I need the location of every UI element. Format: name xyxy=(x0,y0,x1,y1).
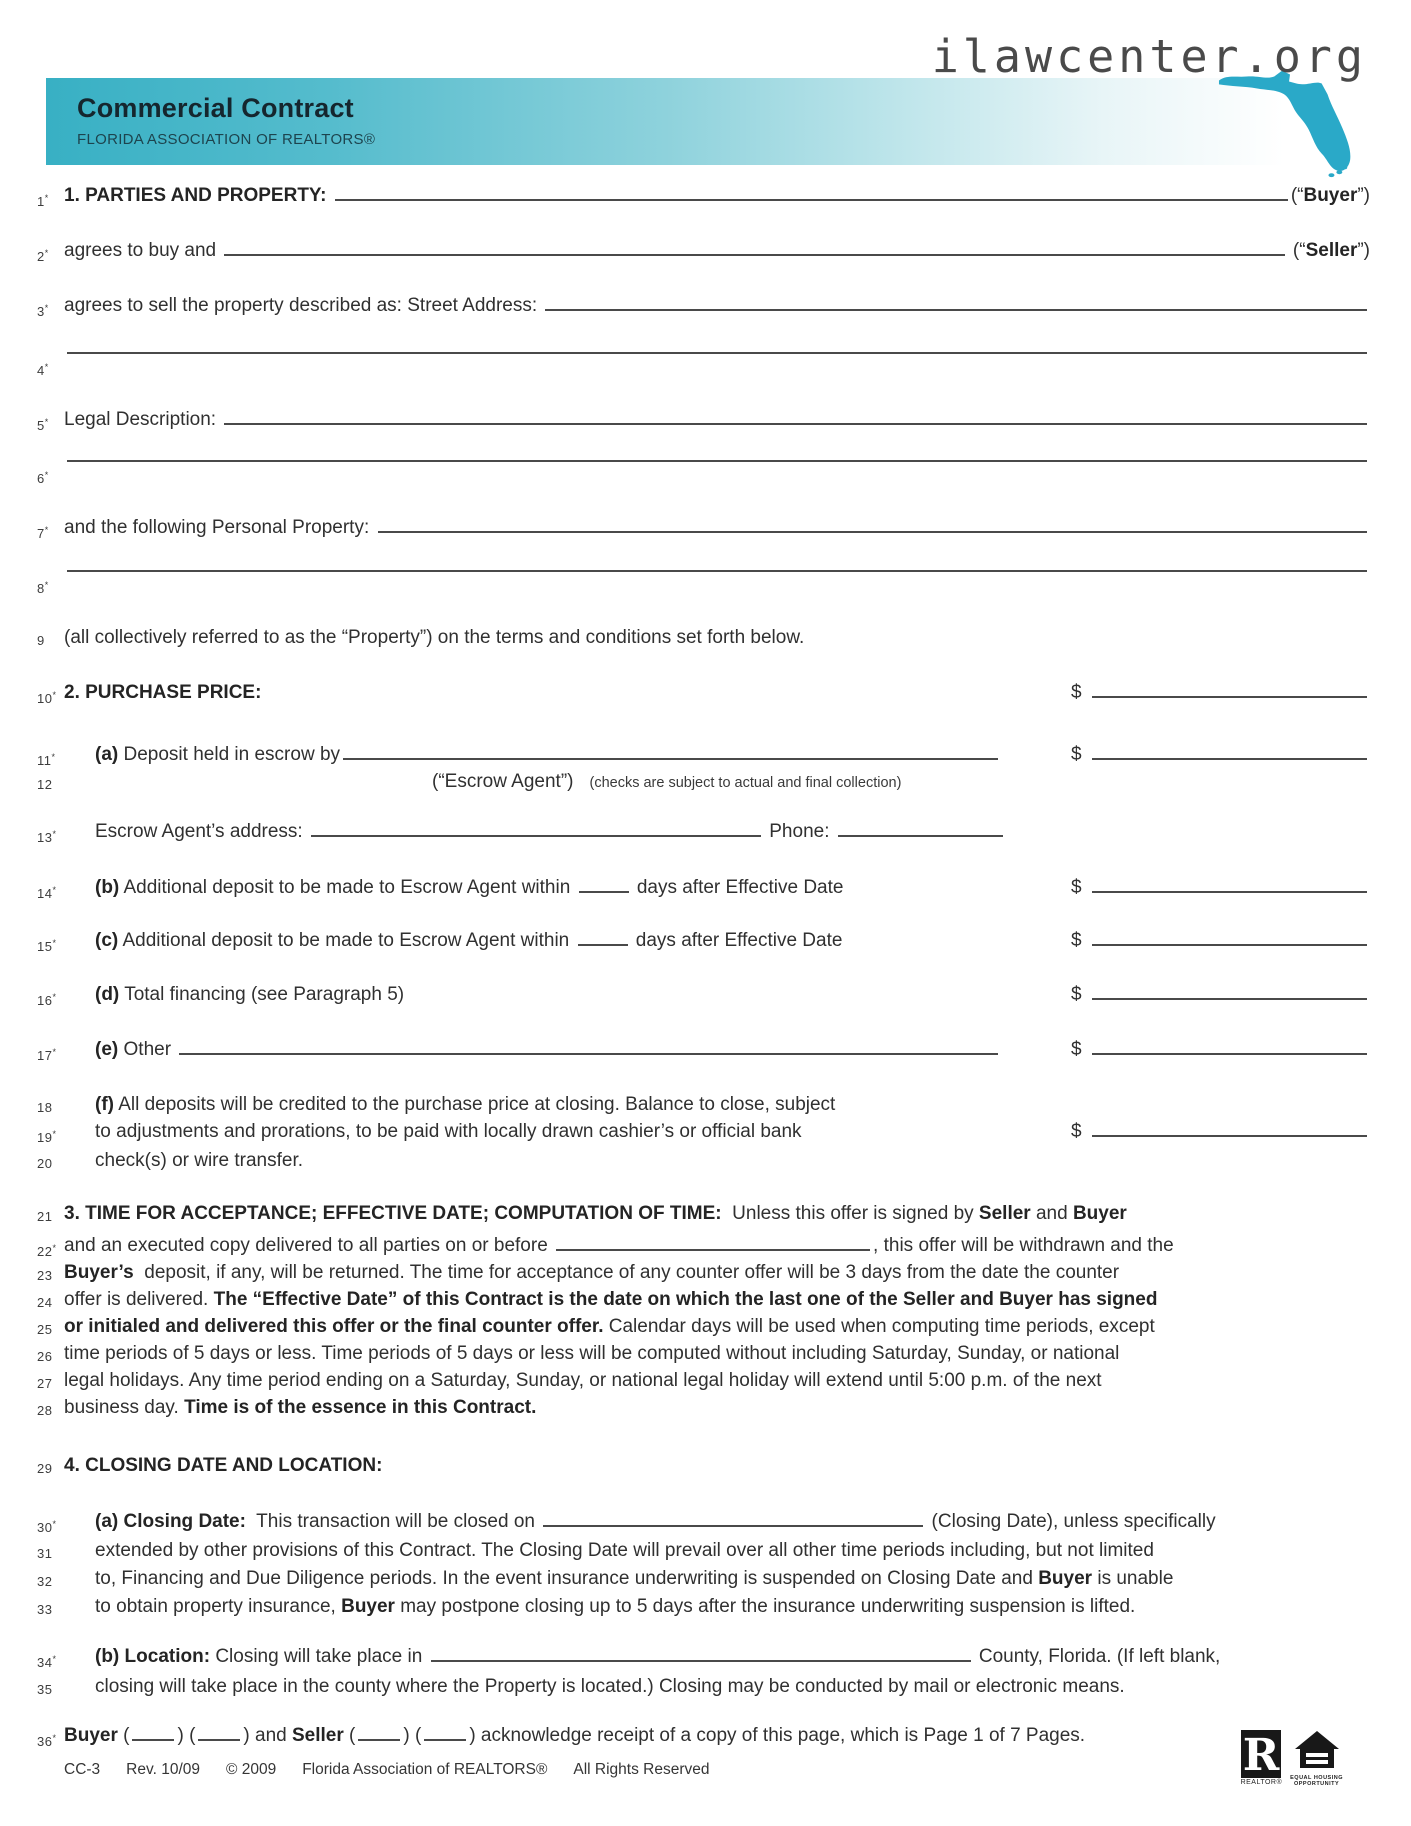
form-line xyxy=(37,1565,1370,1592)
dollar-sign: $ xyxy=(1071,930,1082,951)
blank-field[interactable] xyxy=(431,1659,971,1662)
line-content xyxy=(64,768,1370,797)
form-line xyxy=(37,1367,1370,1394)
form-line xyxy=(37,1643,1370,1670)
form-line xyxy=(37,1232,1370,1259)
blank-field[interactable] xyxy=(179,1052,998,1055)
fill-in-asterisk: * xyxy=(51,752,56,762)
blank-field[interactable] xyxy=(67,459,1367,462)
line-number: 31 xyxy=(37,1546,53,1561)
line-content xyxy=(64,1259,1370,1286)
form-line xyxy=(37,818,1370,845)
line-content xyxy=(95,1593,1370,1620)
blank-field[interactable] xyxy=(579,890,629,893)
line-number: 4* xyxy=(37,362,49,378)
line-content xyxy=(95,818,1370,845)
dollar-sign: $ xyxy=(1071,984,1082,1005)
fill-in-asterisk: * xyxy=(52,1243,57,1253)
realtor-logo xyxy=(1241,1730,1283,1786)
line-number: 20 xyxy=(37,1156,53,1171)
line-content xyxy=(95,1537,1370,1564)
line-content xyxy=(64,1232,1370,1259)
dollar-sign: $ xyxy=(1071,682,1082,703)
line-content xyxy=(95,1508,1370,1535)
line-content xyxy=(95,1643,1370,1670)
equal-housing-logo xyxy=(1290,1730,1343,1787)
line-number: 30* xyxy=(37,1519,57,1535)
line-number: 10* xyxy=(37,690,57,706)
rights-reserved: All Rights Reserved xyxy=(573,1761,710,1778)
document-title: Commercial Contract xyxy=(77,93,354,123)
line-content xyxy=(95,927,1001,954)
text-bold: 4. CLOSING DATE AND LOCATION: xyxy=(64,1455,383,1476)
amount-blank-field[interactable] xyxy=(1092,1052,1367,1055)
form-line xyxy=(37,1452,1370,1479)
text: , this offer will be withdrawn and the xyxy=(873,1235,1174,1256)
line-number: 33 xyxy=(37,1602,53,1617)
text: Calendar days will be used when computing time periods, except xyxy=(603,1316,1155,1337)
text: Unless this offer is signed by xyxy=(726,1203,979,1224)
amount-blank-field[interactable] xyxy=(1092,695,1367,698)
blank-field[interactable] xyxy=(224,422,1367,425)
text: check(s) or wire transfer. xyxy=(95,1150,303,1171)
text: ”) xyxy=(1357,240,1370,261)
text: ( xyxy=(343,1725,356,1746)
fill-in-asterisk: * xyxy=(52,829,57,839)
text: (“Escrow Agent”) xyxy=(432,771,574,792)
text-bold: Buyer xyxy=(341,1596,395,1617)
blank-field[interactable] xyxy=(556,1248,870,1251)
text: Escrow Agent’s address: xyxy=(95,821,308,842)
text: and an executed copy delivered to all parties on or before xyxy=(64,1235,554,1256)
form-line xyxy=(37,981,1370,1008)
text: closing will take place in the county where the Property is located.) Closing may be conducted by mail or electronic means. xyxy=(95,1676,1125,1697)
text: ) ( xyxy=(403,1725,422,1746)
blank-field[interactable] xyxy=(335,198,1288,201)
association-credit: Florida Association of REALTORS® xyxy=(302,1761,548,1778)
text-bold: Buyer xyxy=(1072,1203,1127,1224)
text-bold: Buyer xyxy=(64,1725,118,1746)
line-number: 19* xyxy=(37,1129,57,1145)
dollar-sign: $ xyxy=(1071,744,1082,765)
form-line xyxy=(37,1508,1370,1535)
amount-column xyxy=(1001,1118,1370,1145)
text: is unable xyxy=(1092,1568,1174,1589)
form-line xyxy=(37,1722,1370,1749)
text-bold: Time is of the essence in this Contract. xyxy=(184,1397,537,1418)
line-number: 36* xyxy=(37,1733,57,1749)
fill-in-asterisk: * xyxy=(52,1047,57,1057)
line-content xyxy=(64,237,1370,264)
form-line xyxy=(37,1593,1370,1620)
text: days after Effective Date xyxy=(630,930,843,951)
form-line xyxy=(37,1313,1370,1340)
form-line xyxy=(37,768,1370,795)
line-content xyxy=(64,1200,1370,1227)
line-content xyxy=(64,1394,1370,1421)
text: legal holidays. Any time period ending on a Saturday, Sunday, or national legal holiday will extend until 5:00 p.m. of the next xyxy=(64,1370,1102,1391)
line-content xyxy=(95,874,1001,901)
fill-in-asterisk: * xyxy=(52,885,57,895)
line-number: 18 xyxy=(37,1100,53,1115)
blank-field[interactable] xyxy=(132,1738,174,1741)
equal-housing-caption: EQUAL HOUSING OPPORTUNITY xyxy=(1290,1775,1343,1787)
text-bold: or initialed and delivered this offer or the final counter offer. xyxy=(64,1316,604,1337)
line-number: 12 xyxy=(37,777,53,792)
text: to obtain property insurance, xyxy=(95,1596,342,1617)
form-line xyxy=(37,1147,1370,1174)
form-line xyxy=(37,1340,1370,1367)
fill-in-asterisk: * xyxy=(52,1733,57,1743)
line-content xyxy=(64,1286,1370,1313)
text-bold: Seller xyxy=(978,1203,1031,1224)
text: and the following Personal Property: xyxy=(64,517,375,538)
text: (Closing Date), unless specifically xyxy=(926,1511,1216,1532)
text-bold: 3. TIME FOR ACCEPTANCE; EFFECTIVE DATE; COMPUTATION OF TIME: xyxy=(64,1203,727,1224)
text: All deposits will be credited to the purchase price at closing. Balance to close, subject xyxy=(113,1094,836,1115)
line-content xyxy=(64,1340,1370,1367)
text: to adjustments and prorations, to be paid with locally drawn cashier’s or official bank xyxy=(95,1121,802,1142)
line-content xyxy=(64,624,1370,651)
line-number: 5* xyxy=(37,417,49,433)
line-number: 29 xyxy=(37,1461,53,1476)
line-content xyxy=(95,1091,1370,1118)
text: time periods of 5 days or less. Time periods of 5 days or less will be computed without including Saturday, Sunday, or national xyxy=(64,1343,1120,1364)
blank-field[interactable] xyxy=(311,834,761,837)
form-line xyxy=(37,1118,1370,1145)
amount-column xyxy=(1001,1036,1370,1063)
text-bold: Buyer xyxy=(1303,185,1358,206)
text: (all collectively referred to as the “Property”) on the terms and conditions set forth below. xyxy=(64,627,805,648)
footer-row xyxy=(64,1761,1370,1779)
blank-field[interactable] xyxy=(198,1738,240,1741)
form-line xyxy=(37,514,1370,541)
line-content xyxy=(95,1147,1370,1174)
text-bold: Seller xyxy=(292,1725,344,1746)
text: Legal Description: xyxy=(64,409,222,430)
line-number: 26 xyxy=(37,1349,53,1364)
line-number: 15* xyxy=(37,938,57,954)
form-line xyxy=(37,874,1370,901)
form-line xyxy=(37,741,1370,768)
copyright: © 2009 xyxy=(226,1761,277,1778)
text-bold: (e) xyxy=(95,1039,119,1060)
fill-in-asterisk: * xyxy=(44,525,49,535)
blank-field[interactable] xyxy=(343,757,998,760)
amount-column xyxy=(1001,927,1370,954)
fill-in-asterisk: * xyxy=(52,690,57,700)
line-number: 27 xyxy=(37,1376,53,1391)
line-content xyxy=(95,1036,1001,1063)
form-line xyxy=(37,237,1370,264)
text-bold: (a) Closing Date: xyxy=(95,1511,252,1532)
text: ) acknowledge receipt of a copy of this page, which is Page 1 of 7 Pages. xyxy=(469,1725,1086,1746)
text-small: (checks are subject to actual and final collection) xyxy=(589,775,902,791)
line-number: 23 xyxy=(37,1268,53,1283)
text-bold: Buyer xyxy=(1038,1568,1093,1589)
form-line xyxy=(37,569,1370,596)
text: Phone: xyxy=(763,821,835,842)
fill-in-asterisk: * xyxy=(44,470,49,480)
form-line xyxy=(37,292,1370,319)
line-content xyxy=(95,1673,1370,1700)
blank-field[interactable] xyxy=(543,1524,923,1527)
form-line xyxy=(37,624,1370,651)
line-number: 21 xyxy=(37,1209,53,1224)
text: agrees to sell the property described as: Street Address: xyxy=(64,295,543,316)
amount-blank-field[interactable] xyxy=(1092,943,1367,946)
text: ) ( xyxy=(177,1725,196,1746)
text: offer is delivered. xyxy=(64,1289,214,1310)
text: extended by other provisions of this Contract. The Closing Date will prevail over all other time periods including, but not limited xyxy=(95,1540,1154,1561)
form-line xyxy=(37,1537,1370,1564)
line-number: 7* xyxy=(37,525,49,541)
text: Deposit held in escrow by xyxy=(118,744,341,765)
text-bold: (f) xyxy=(95,1094,114,1115)
form-code: CC-3 xyxy=(64,1761,101,1778)
association-name: FLORIDA ASSOCIATION OF REALTORS® xyxy=(77,131,376,148)
fill-in-asterisk: * xyxy=(44,580,49,590)
amount-column xyxy=(1001,741,1370,768)
fill-in-asterisk: * xyxy=(52,1519,57,1529)
line-number: 9 xyxy=(37,633,45,648)
text-bold: (a) xyxy=(95,744,119,765)
text-bold: 1. PARTIES AND PROPERTY: xyxy=(64,185,332,206)
form-line xyxy=(37,1036,1370,1063)
form-line xyxy=(37,1200,1370,1227)
text: business day. xyxy=(64,1397,185,1418)
text-bold: (d) xyxy=(95,984,120,1005)
dollar-sign: $ xyxy=(1071,1039,1082,1060)
amount-blank-field[interactable] xyxy=(1092,890,1367,893)
line-content xyxy=(95,741,1001,768)
line-number: 13* xyxy=(37,829,57,845)
line-content xyxy=(64,1313,1370,1340)
line-content xyxy=(64,406,1370,433)
line-number: 3* xyxy=(37,303,49,319)
form-line xyxy=(37,351,1370,378)
fill-in-asterisk: * xyxy=(44,362,49,372)
amount-column xyxy=(1001,981,1370,1008)
svg-text:R: R xyxy=(1243,1730,1280,1778)
realtor-logo-caption: REALTOR® xyxy=(1240,1779,1283,1786)
line-number: 1* xyxy=(37,193,49,209)
line-number: 22* xyxy=(37,1243,57,1259)
text: Additional deposit to be made to Escrow Agent within xyxy=(118,930,575,951)
watermark: ilawcenter.org xyxy=(931,30,1367,83)
amount-blank-field[interactable] xyxy=(1092,1134,1367,1137)
text: (“ xyxy=(1287,240,1306,261)
text: Closing will take place in xyxy=(215,1646,428,1667)
blank-field[interactable] xyxy=(424,1738,466,1741)
fill-in-asterisk: * xyxy=(44,303,49,313)
line-number: 35 xyxy=(37,1682,53,1697)
line-number: 16* xyxy=(37,992,57,1008)
line-number: 6* xyxy=(37,470,49,486)
form-line xyxy=(37,1394,1370,1421)
line-content xyxy=(95,981,1001,1008)
revision-date: Rev. 10/09 xyxy=(126,1761,200,1778)
dollar-sign: $ xyxy=(1071,877,1082,898)
text: County, Florida. (If left blank, xyxy=(973,1646,1221,1667)
text: (“ xyxy=(1290,185,1304,206)
text: ) and xyxy=(243,1725,292,1746)
realtor-r-icon xyxy=(1241,1730,1281,1778)
fill-in-asterisk: * xyxy=(52,1654,57,1664)
text-bold: The “Effective Date” of this Contract is the date on which the last one of the Seller and Buyer has signed xyxy=(213,1289,1158,1310)
form-line xyxy=(37,1286,1370,1313)
fill-in-asterisk: * xyxy=(44,193,49,203)
text-bold: (b) xyxy=(95,877,120,898)
text-bold: Buyer’s xyxy=(64,1262,134,1283)
line-content xyxy=(95,1565,1370,1592)
amount-column xyxy=(1001,874,1370,901)
line-number: 14* xyxy=(37,885,57,901)
text: ”) xyxy=(1357,185,1370,206)
blank-field[interactable] xyxy=(838,834,1003,837)
line-number: 25 xyxy=(37,1322,53,1337)
amount-blank-field[interactable] xyxy=(1092,997,1367,1000)
form-line xyxy=(37,679,1370,706)
form-line xyxy=(37,459,1370,486)
text: This transaction will be closed on xyxy=(251,1511,541,1532)
line-number: 11* xyxy=(37,752,56,768)
line-number: 17* xyxy=(37,1047,57,1063)
line-content xyxy=(64,1367,1370,1394)
fill-in-asterisk: * xyxy=(52,938,57,948)
text: Other xyxy=(118,1039,177,1060)
line-content xyxy=(64,514,1370,541)
fill-in-asterisk: * xyxy=(52,1129,57,1139)
text: to, Financing and Due Diligence periods. In the event insurance underwriting is suspended on Closing Date and xyxy=(95,1568,1039,1589)
amount-blank-field[interactable] xyxy=(1092,757,1367,760)
line-content xyxy=(64,182,1370,209)
line-number: 32 xyxy=(37,1574,53,1589)
form-line xyxy=(37,182,1370,209)
form-line xyxy=(37,1091,1370,1118)
line-content xyxy=(64,292,1370,319)
text: ( xyxy=(117,1725,130,1746)
text: agrees to buy and xyxy=(64,240,222,261)
line-content xyxy=(64,1452,1370,1479)
fill-in-asterisk: * xyxy=(44,248,49,258)
line-number: 28 xyxy=(37,1403,53,1418)
text-bold: 2. PURCHASE PRICE: xyxy=(64,682,262,703)
text-bold: (b) Location: xyxy=(95,1646,216,1667)
text: may postpone closing up to 5 days after the insurance underwriting suspension is lifted. xyxy=(394,1596,1136,1617)
line-number: 8* xyxy=(37,580,49,596)
blank-field[interactable] xyxy=(378,530,1367,533)
blank-field[interactable] xyxy=(545,308,1367,311)
form-line xyxy=(37,1259,1370,1286)
blank-field[interactable] xyxy=(578,943,628,946)
spacer xyxy=(64,786,432,787)
line-content xyxy=(95,1118,1001,1145)
fill-in-asterisk: * xyxy=(44,417,49,427)
line-content xyxy=(64,1722,1370,1749)
dollar-sign: $ xyxy=(1071,1121,1082,1142)
equal-housing-icon xyxy=(1294,1730,1340,1774)
fill-in-asterisk: * xyxy=(52,992,57,1002)
line-number: 2* xyxy=(37,248,49,264)
logos xyxy=(1241,1730,1343,1787)
line-number: 24 xyxy=(37,1295,53,1310)
text: and xyxy=(1030,1203,1073,1224)
blank-field[interactable] xyxy=(358,1738,400,1741)
text-bold: Seller xyxy=(1305,240,1358,261)
text: Additional deposit to be made to Escrow Agent within xyxy=(119,877,576,898)
form-line xyxy=(37,1673,1370,1700)
amount-column xyxy=(1001,679,1370,706)
text: Total financing (see Paragraph 5) xyxy=(119,984,405,1005)
text-bold: (c) xyxy=(95,930,119,951)
form-line xyxy=(37,927,1370,954)
line-number: 34* xyxy=(37,1654,57,1670)
text: deposit, if any, will be returned. The time for acceptance of any counter offer will be 3 days from the date the counter xyxy=(133,1262,1120,1283)
blank-field[interactable] xyxy=(224,253,1284,256)
blank-field[interactable] xyxy=(67,351,1367,354)
blank-field[interactable] xyxy=(67,569,1367,572)
text: days after Effective Date xyxy=(631,877,844,898)
line-content xyxy=(64,679,1001,706)
form-line xyxy=(37,406,1370,433)
spacer xyxy=(573,786,589,787)
